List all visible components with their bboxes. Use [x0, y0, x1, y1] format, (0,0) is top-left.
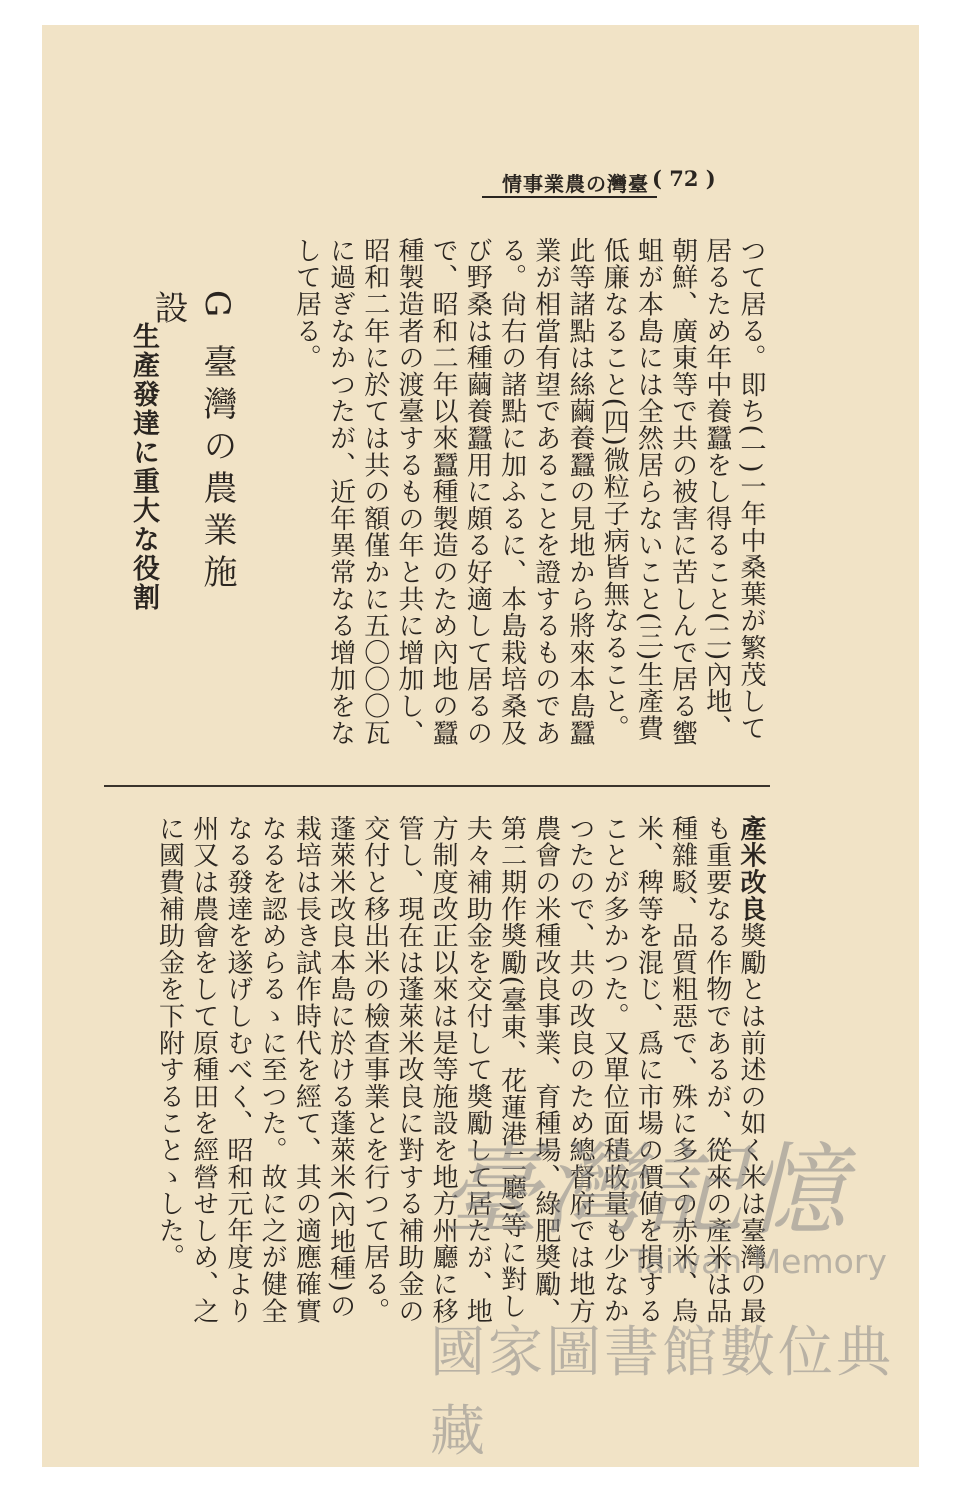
section-divider	[104, 785, 770, 787]
watermark-english: Taiwan Memory	[630, 1242, 887, 1281]
section-title: G 臺灣の農業施設	[148, 290, 237, 596]
watermark	[430, 1110, 900, 1463]
section-subtitle: 生產發達に重大な役割	[128, 322, 159, 612]
running-title: 情事業農の灣臺	[502, 172, 649, 196]
paragraph-heading: 產米改良	[736, 815, 766, 923]
page-number: ( 72 )	[652, 166, 716, 191]
watermark-logo: 臺灣記憶	[440, 1132, 848, 1249]
bottom-body: 奬勵とは前述の如く米は臺灣の最も重要なる作物であるが、從來の產米は品種雜駁、品質粗惡で、殊に多くの赤米、烏米、稗等を混じ、爲に市場の價値を損することが多かつた。又單位面積收量も少なかつたので、共の改良のため總督府では地方農會の米種改良事業、育種場、綠肥奬勵、第二期作奬勵(臺東、花蓮港二廳)等に對し夫々補助金を交付して奬勵して居たが、地方制度改正以來は是等施設を地方州廳に移管し、現在は蓬萊米改良に對する補助金の交付と移出米の檢查事業とを行つて居る。	[359, 815, 766, 1325]
top-paragraph-text: つて居る。即ち(一)一年中桑葉が繁茂して居るため年中養蠶をし得ること(二)內地、朝鮮、廣東等で共の被害に苦しんで居る蠁蛆が本島には全然居らないこと(三)生產費低廉なること(四)微粒子病皆無なること。此等諸點は絲繭養蠶の見地から將來本島蠶業が相當有望であることを證するものである。尙右の諸點に加ふるに、本島栽培桑及び野桑は種繭養蠶用に頗る好適して居るので、昭和二年以來蠶種製造のため內地の蠶種製造者の渡臺するもの年と共に增加し、昭和二年に於ては共の額僅かに五〇〇〇瓦に過ぎなかつたが、近年異常なる增加をなして居る。	[291, 237, 766, 747]
header-rule	[482, 196, 657, 198]
top-paragraph	[268, 237, 768, 752]
watermark-chinese: 國家圖書館數位典藏	[430, 1320, 895, 1463]
bottom-paragraph-2: 蓬萊米改良本島に於ける蓬萊米(內地種)の栽培は長き試作時代を經て、其の適應確實なるを認めらるゝに至つた。故に之が健全なる發達を遂げしむべく、昭和元年度より州又は農會をして原種田を經營せしめ、之に國費補助金を下附することゝした。	[154, 815, 356, 1325]
page-header	[482, 156, 737, 206]
